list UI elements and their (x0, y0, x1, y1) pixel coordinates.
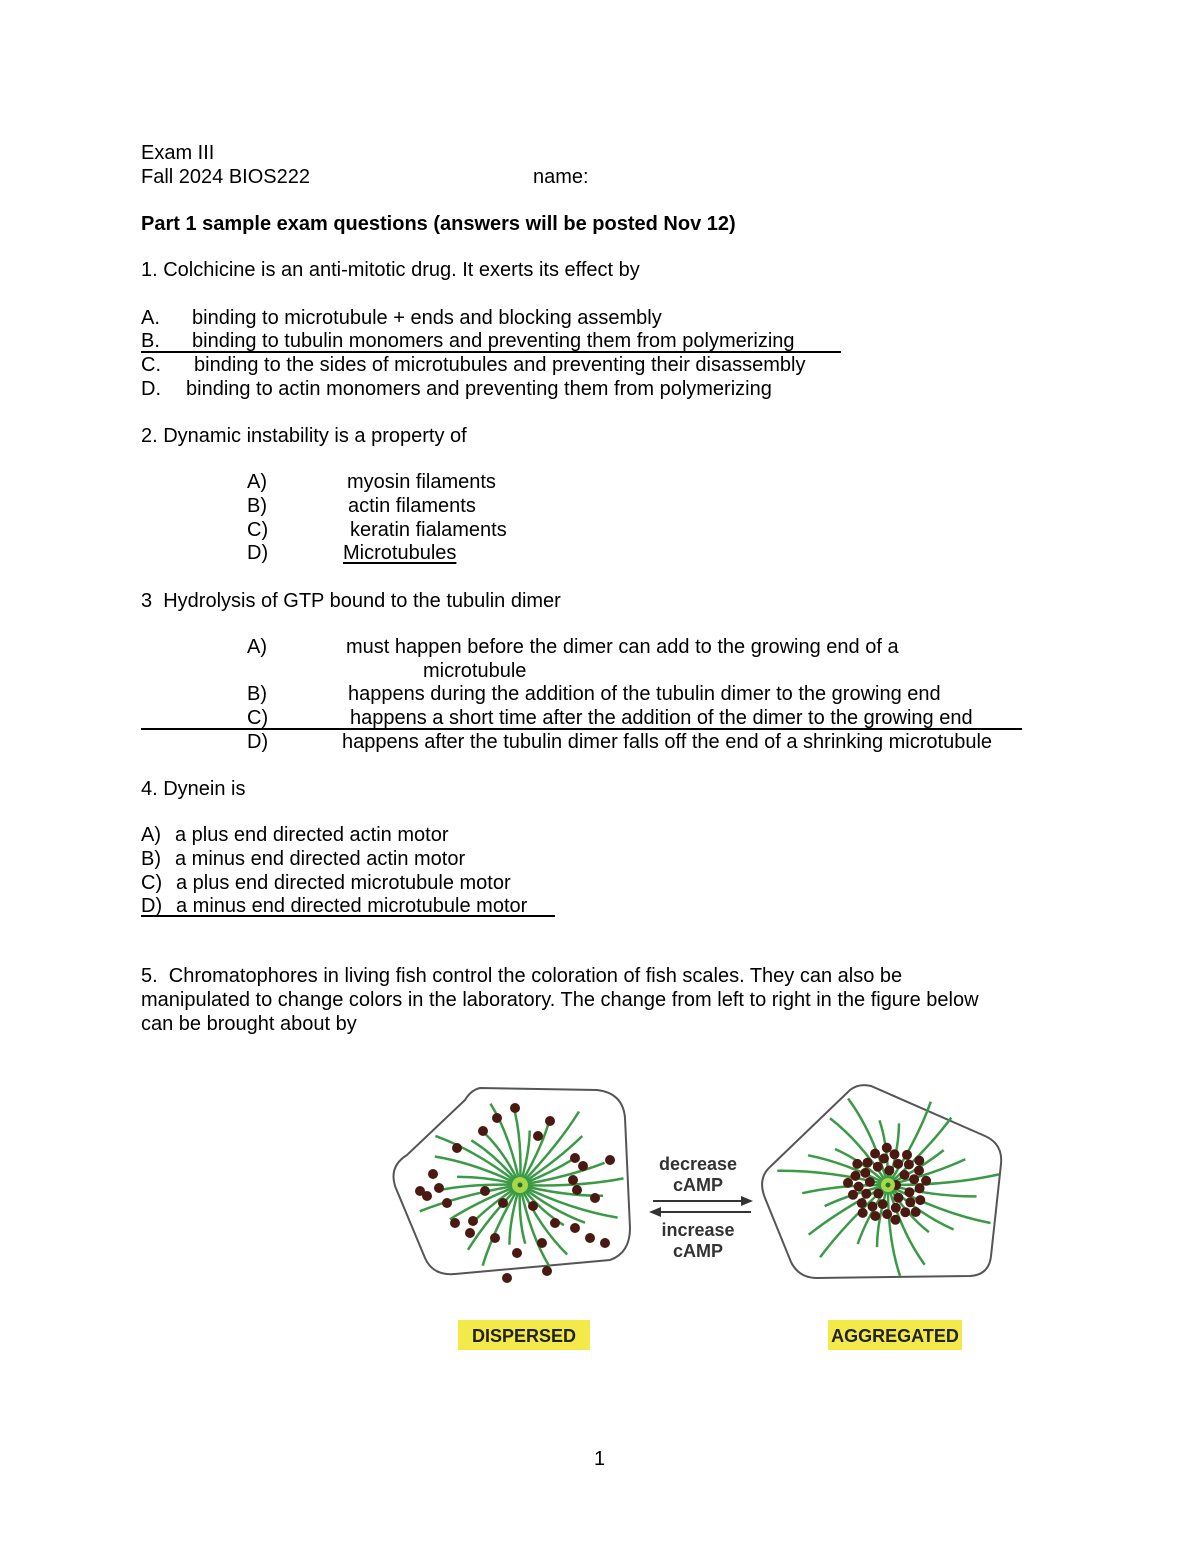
part-heading: Part 1 sample exam questions (answers will be posted Nov 12) (141, 213, 736, 235)
aggregated-pigment-granule (905, 1197, 915, 1207)
aggregated-pigment-granule (911, 1207, 921, 1217)
dispersed-pigment-granule (434, 1183, 444, 1193)
dispersed-cell (394, 1088, 631, 1283)
arrow-bottom-label-line-2: cAMP (672, 1241, 724, 1261)
question-5-stem-line-1: 5. Chromatophores in living fish control the coloration of fish scales. They can also be (141, 965, 903, 987)
q1-option-c-letter: C. (141, 354, 161, 376)
q3-option-c-text: happens a short time after the addition of the dimer to the growing end (350, 707, 973, 729)
q1-option-d-letter: D. (141, 378, 161, 400)
q3-option-a-letter: A) (247, 636, 267, 658)
course-label: Fall 2024 BIOS222 (141, 166, 310, 188)
left-arrow-head (649, 1207, 661, 1217)
dispersed-pigment-granule (502, 1273, 512, 1283)
dispersed-pigment-granule (570, 1153, 580, 1163)
q2-option-b-text: actin filaments (348, 495, 476, 517)
aggregated-centrosome-core (886, 1183, 891, 1188)
dispersed-pigment-granule (537, 1238, 547, 1248)
aggregated-pigment-granule (854, 1182, 864, 1192)
dispersed-pigment-granule (568, 1175, 578, 1185)
q4-option-b-letter: B) (141, 848, 161, 870)
q3-option-c-letter: C) (247, 707, 269, 729)
dispersed-pigment-granule (450, 1218, 460, 1228)
dispersed-pigment-granule (572, 1185, 582, 1195)
question-4-stem: 4. Dynein is (141, 778, 246, 800)
name-label: name: (533, 166, 589, 188)
aggregated-pigment-granule (870, 1149, 880, 1159)
aggregated-label: AGGREGATED (831, 1326, 959, 1346)
arrow-top-label-line-1: decrease (658, 1154, 738, 1174)
question-5-stem-line-3: can be brought about by (141, 1013, 357, 1035)
q3-option-a-text: must happen before the dimer can add to the growing end of a (346, 636, 899, 658)
q1-option-b-text: binding to tubulin monomers and preventing them from polymerizing (192, 330, 795, 352)
dispersed-pigment-granule (510, 1103, 520, 1113)
aggregated-pigment-granule (878, 1199, 888, 1209)
q4-option-a-letter: A) (141, 824, 161, 846)
aggregated-pigment-granule (848, 1190, 858, 1200)
aggregated-pigment-granule (904, 1187, 914, 1197)
q2-option-c-text: keratin fialaments (350, 519, 507, 541)
aggregated-pigment-granule (914, 1156, 924, 1166)
q3-option-a-text-continued: microtubule (423, 660, 527, 682)
aggregated-pigment-granule (843, 1178, 853, 1188)
q2-option-d-text: Microtubules (343, 542, 457, 564)
dispersed-pigment-granule (442, 1198, 452, 1208)
q3-option-d-letter: D) (247, 731, 269, 753)
q4-answer-underline (141, 915, 555, 917)
aggregated-pigment-granule (915, 1195, 925, 1205)
aggregated-pigment-granule (921, 1176, 931, 1186)
dispersed-pigment-granule (465, 1228, 475, 1238)
dispersed-pigment-granule (578, 1161, 588, 1171)
aggregated-pigment-granule (863, 1158, 873, 1168)
dispersed-label: DISPERSED (471, 1326, 577, 1346)
question-5-stem-line-2: manipulated to change colors in the laboratory. The change from left to right in the figure below (141, 989, 979, 1011)
q3-option-b-letter: B) (247, 683, 267, 705)
q3-option-b-text: happens during the addition of the tubulin dimer to the growing end (348, 683, 941, 705)
arrow-bottom-label-line-1: increase (661, 1220, 735, 1240)
question-2-stem: 2. Dynamic instability is a property of (141, 425, 467, 447)
dispersed-pigment-granule (452, 1143, 462, 1153)
aggregated-pigment-granule (904, 1160, 914, 1170)
aggregated-pigment-granule (879, 1154, 889, 1164)
q1-option-a-text: binding to microtubule + ends and blocking assembly (192, 307, 662, 329)
aggregated-pigment-granule (909, 1174, 919, 1184)
q1-option-b-letter: B. (141, 330, 160, 352)
dispersed-pigment-granule (492, 1113, 502, 1123)
arrow-top-label-line-2: cAMP (672, 1175, 724, 1195)
question-1-stem: 1. Colchicine is an anti-mitotic drug. It exerts its effect by (141, 259, 640, 281)
aggregated-pigment-granule (893, 1193, 903, 1203)
q4-option-a-text: a plus end directed actin motor (175, 824, 449, 846)
q2-option-d-letter: D) (247, 542, 269, 564)
q2-option-c-letter: C) (247, 519, 269, 541)
aggregated-pigment-granule (858, 1208, 868, 1218)
aggregated-pigment-granule (914, 1166, 924, 1176)
aggregated-pigment-granule (915, 1183, 925, 1193)
aggregated-pigment-granule (852, 1159, 862, 1169)
aggregated-pigment-granule (870, 1211, 880, 1221)
aggregated-pigment-granule (865, 1177, 875, 1187)
dispersed-pigment-granule (478, 1126, 488, 1136)
aggregated-pigment-granule (882, 1209, 892, 1219)
dispersed-pigment-granule (533, 1131, 543, 1141)
dispersed-pigment-granule (468, 1216, 478, 1226)
aggregated-pigment-granule (902, 1150, 912, 1160)
dispersed-pigment-granule (545, 1116, 555, 1126)
equilibrium-arrows (649, 1196, 753, 1217)
dispersed-pigment-granule (570, 1223, 580, 1233)
aggregated-pigment-granule (861, 1189, 871, 1199)
aggregated-cell (762, 1085, 1001, 1278)
aggregated-pigment-granule (900, 1170, 910, 1180)
chromatophore-figure (385, 1078, 1015, 1356)
q4-option-d-letter: D) (141, 895, 163, 917)
question-3-stem: 3 Hydrolysis of GTP bound to the tubulin dimer (141, 590, 561, 612)
aggregated-pigment-granule (900, 1207, 910, 1217)
page-number: 1 (594, 1448, 606, 1470)
exam-title: Exam III (141, 142, 215, 164)
q1-option-c-text: binding to the sides of microtubules and preventing their disassembly (194, 354, 806, 376)
q4-option-c-text: a plus end directed microtubule motor (176, 872, 511, 894)
dispersed-pigment-granule (542, 1266, 552, 1276)
aggregated-pigment-granule (873, 1162, 883, 1172)
dispersed-pigment-granule (550, 1218, 560, 1228)
aggregated-pigment-granule (893, 1159, 903, 1169)
q2-option-b-letter: B) (247, 495, 267, 517)
dispersed-pigment-granule (600, 1238, 610, 1248)
right-arrow-head (741, 1196, 753, 1206)
aggregated-pigment-granule (891, 1203, 901, 1213)
aggregated-pigment-granule (873, 1189, 883, 1199)
aggregated-pigment-granule (891, 1215, 901, 1225)
dispersed-pigment-granule (428, 1169, 438, 1179)
q1-option-d-text: binding to actin monomers and preventing them from polymerizing (186, 378, 772, 400)
dispersed-pigment-granule (585, 1233, 595, 1243)
dispersed-centrosome-core (518, 1183, 523, 1188)
q2-option-a-letter: A) (247, 471, 267, 493)
aggregated-pigment-granule (882, 1143, 892, 1153)
aggregated-pigment-granule (884, 1166, 894, 1176)
dispersed-pigment-granule (605, 1155, 615, 1165)
q4-option-b-text: a minus end directed actin motor (175, 848, 466, 870)
q2-option-a-text: myosin filaments (347, 471, 496, 493)
aggregated-pigment-granule (868, 1202, 878, 1212)
q3-option-d-text: happens after the tubulin dimer falls off the end of a shrinking microtubule (342, 731, 993, 753)
aggregated-pigment-granule (857, 1198, 867, 1208)
dispersed-pigment-granule (490, 1233, 500, 1243)
dispersed-pigment-granule (528, 1201, 538, 1211)
dispersed-pigment-granule (512, 1248, 522, 1258)
dispersed-pigment-granule (480, 1186, 490, 1196)
q4-option-d-text: a minus end directed microtubule motor (176, 895, 528, 917)
dispersed-pigment-granule (590, 1193, 600, 1203)
aggregated-pigment-granule (850, 1171, 860, 1181)
dispersed-pigment-granule (498, 1198, 508, 1208)
dispersed-pigment-granule (422, 1191, 432, 1201)
aggregated-pigment-granule (890, 1149, 900, 1159)
q1-option-a-letter: A. (141, 307, 160, 329)
aggregated-pigment-granule (860, 1168, 870, 1178)
q4-option-c-letter: C) (141, 872, 163, 894)
